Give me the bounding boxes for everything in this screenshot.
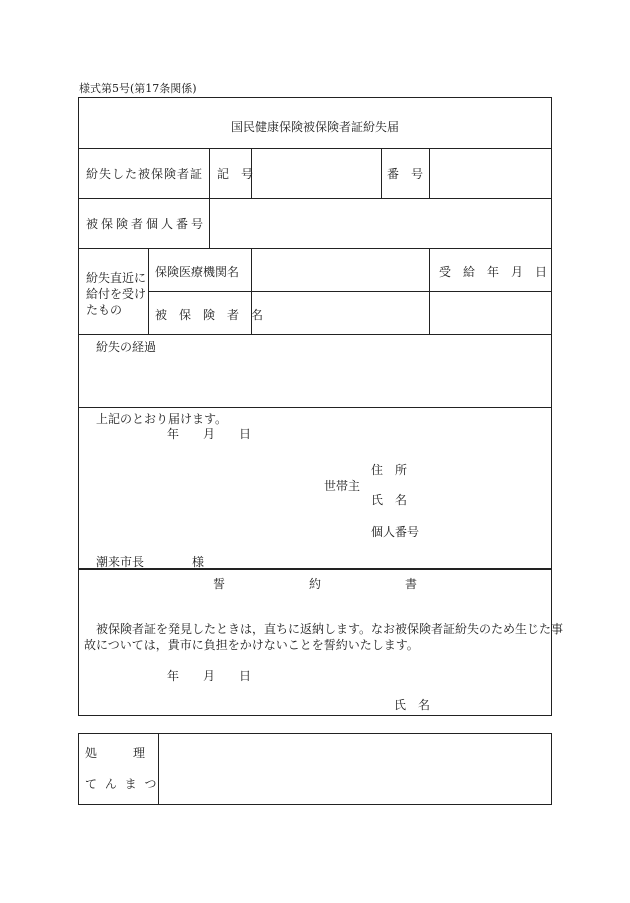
address-label: 住 所 bbox=[371, 463, 408, 477]
benefit-label-line1: 紛失直近に bbox=[86, 271, 147, 285]
form-title: 国民健康保険被保険者証紛失届 bbox=[230, 120, 399, 134]
pledge-text-line1: 被保険者証を発見したときは，直ちに返納します。なお被保険者証紛失のため生じた事 bbox=[96, 622, 564, 636]
head-name-label: 氏 名 bbox=[371, 493, 408, 507]
divider bbox=[79, 568, 551, 570]
pledge-title: 誓 約 書 bbox=[212, 577, 417, 591]
institution-label: 保険医療機関名 bbox=[155, 265, 240, 279]
receipt-date-label: 受 給 年 月 日 bbox=[439, 265, 548, 279]
divider bbox=[381, 148, 382, 198]
divider bbox=[79, 334, 551, 335]
benefit-label-line3: たもの bbox=[86, 303, 123, 317]
circumstances-field[interactable] bbox=[80, 354, 550, 406]
personal-number-label: 被保険者個人番号 bbox=[86, 217, 207, 231]
divider bbox=[209, 148, 210, 198]
processing-label-line1: 処 理 bbox=[85, 746, 146, 760]
pledge-text-line2: 故については，貴市に負担をかけないことを誓約いたします。 bbox=[84, 638, 419, 652]
insured-name-field[interactable] bbox=[252, 292, 429, 333]
head-personal-number-label: 個人番号 bbox=[371, 525, 420, 539]
bango-field[interactable] bbox=[430, 149, 550, 197]
lost-card-label: 紛失した被保険者証 bbox=[86, 167, 204, 181]
benefit-label-line2: 給付を受け bbox=[86, 287, 147, 301]
processing-box bbox=[78, 733, 552, 805]
pledge-name-label: 氏 名 bbox=[394, 698, 431, 712]
insured-name-label: 被 保 険 者 名 bbox=[155, 308, 264, 322]
bango-label: 番 号 bbox=[387, 167, 424, 181]
receipt-date-field[interactable] bbox=[430, 292, 550, 333]
divider bbox=[79, 407, 551, 408]
household-head-label: 世帯主 bbox=[324, 479, 361, 493]
addressee: 潮来市長 様 bbox=[96, 555, 205, 569]
processing-field[interactable] bbox=[159, 735, 550, 803]
circumstances-label: 紛失の経過 bbox=[96, 340, 157, 354]
institution-field[interactable] bbox=[252, 249, 429, 290]
notification-date: 年 月 日 bbox=[167, 427, 252, 441]
personal-number-field[interactable] bbox=[210, 199, 550, 247]
kigo-field[interactable] bbox=[252, 149, 381, 197]
kigo-label: 記 号 bbox=[217, 167, 254, 181]
loss-report-form bbox=[78, 97, 564, 716]
notification-statement: 上記のとおり届けます。 bbox=[96, 412, 228, 426]
pledge-date: 年 月 日 bbox=[167, 669, 252, 683]
form-number-label: 様式第5号(第17条関係) bbox=[79, 82, 197, 95]
processing-label-line2: て ん ま つ bbox=[85, 777, 159, 791]
